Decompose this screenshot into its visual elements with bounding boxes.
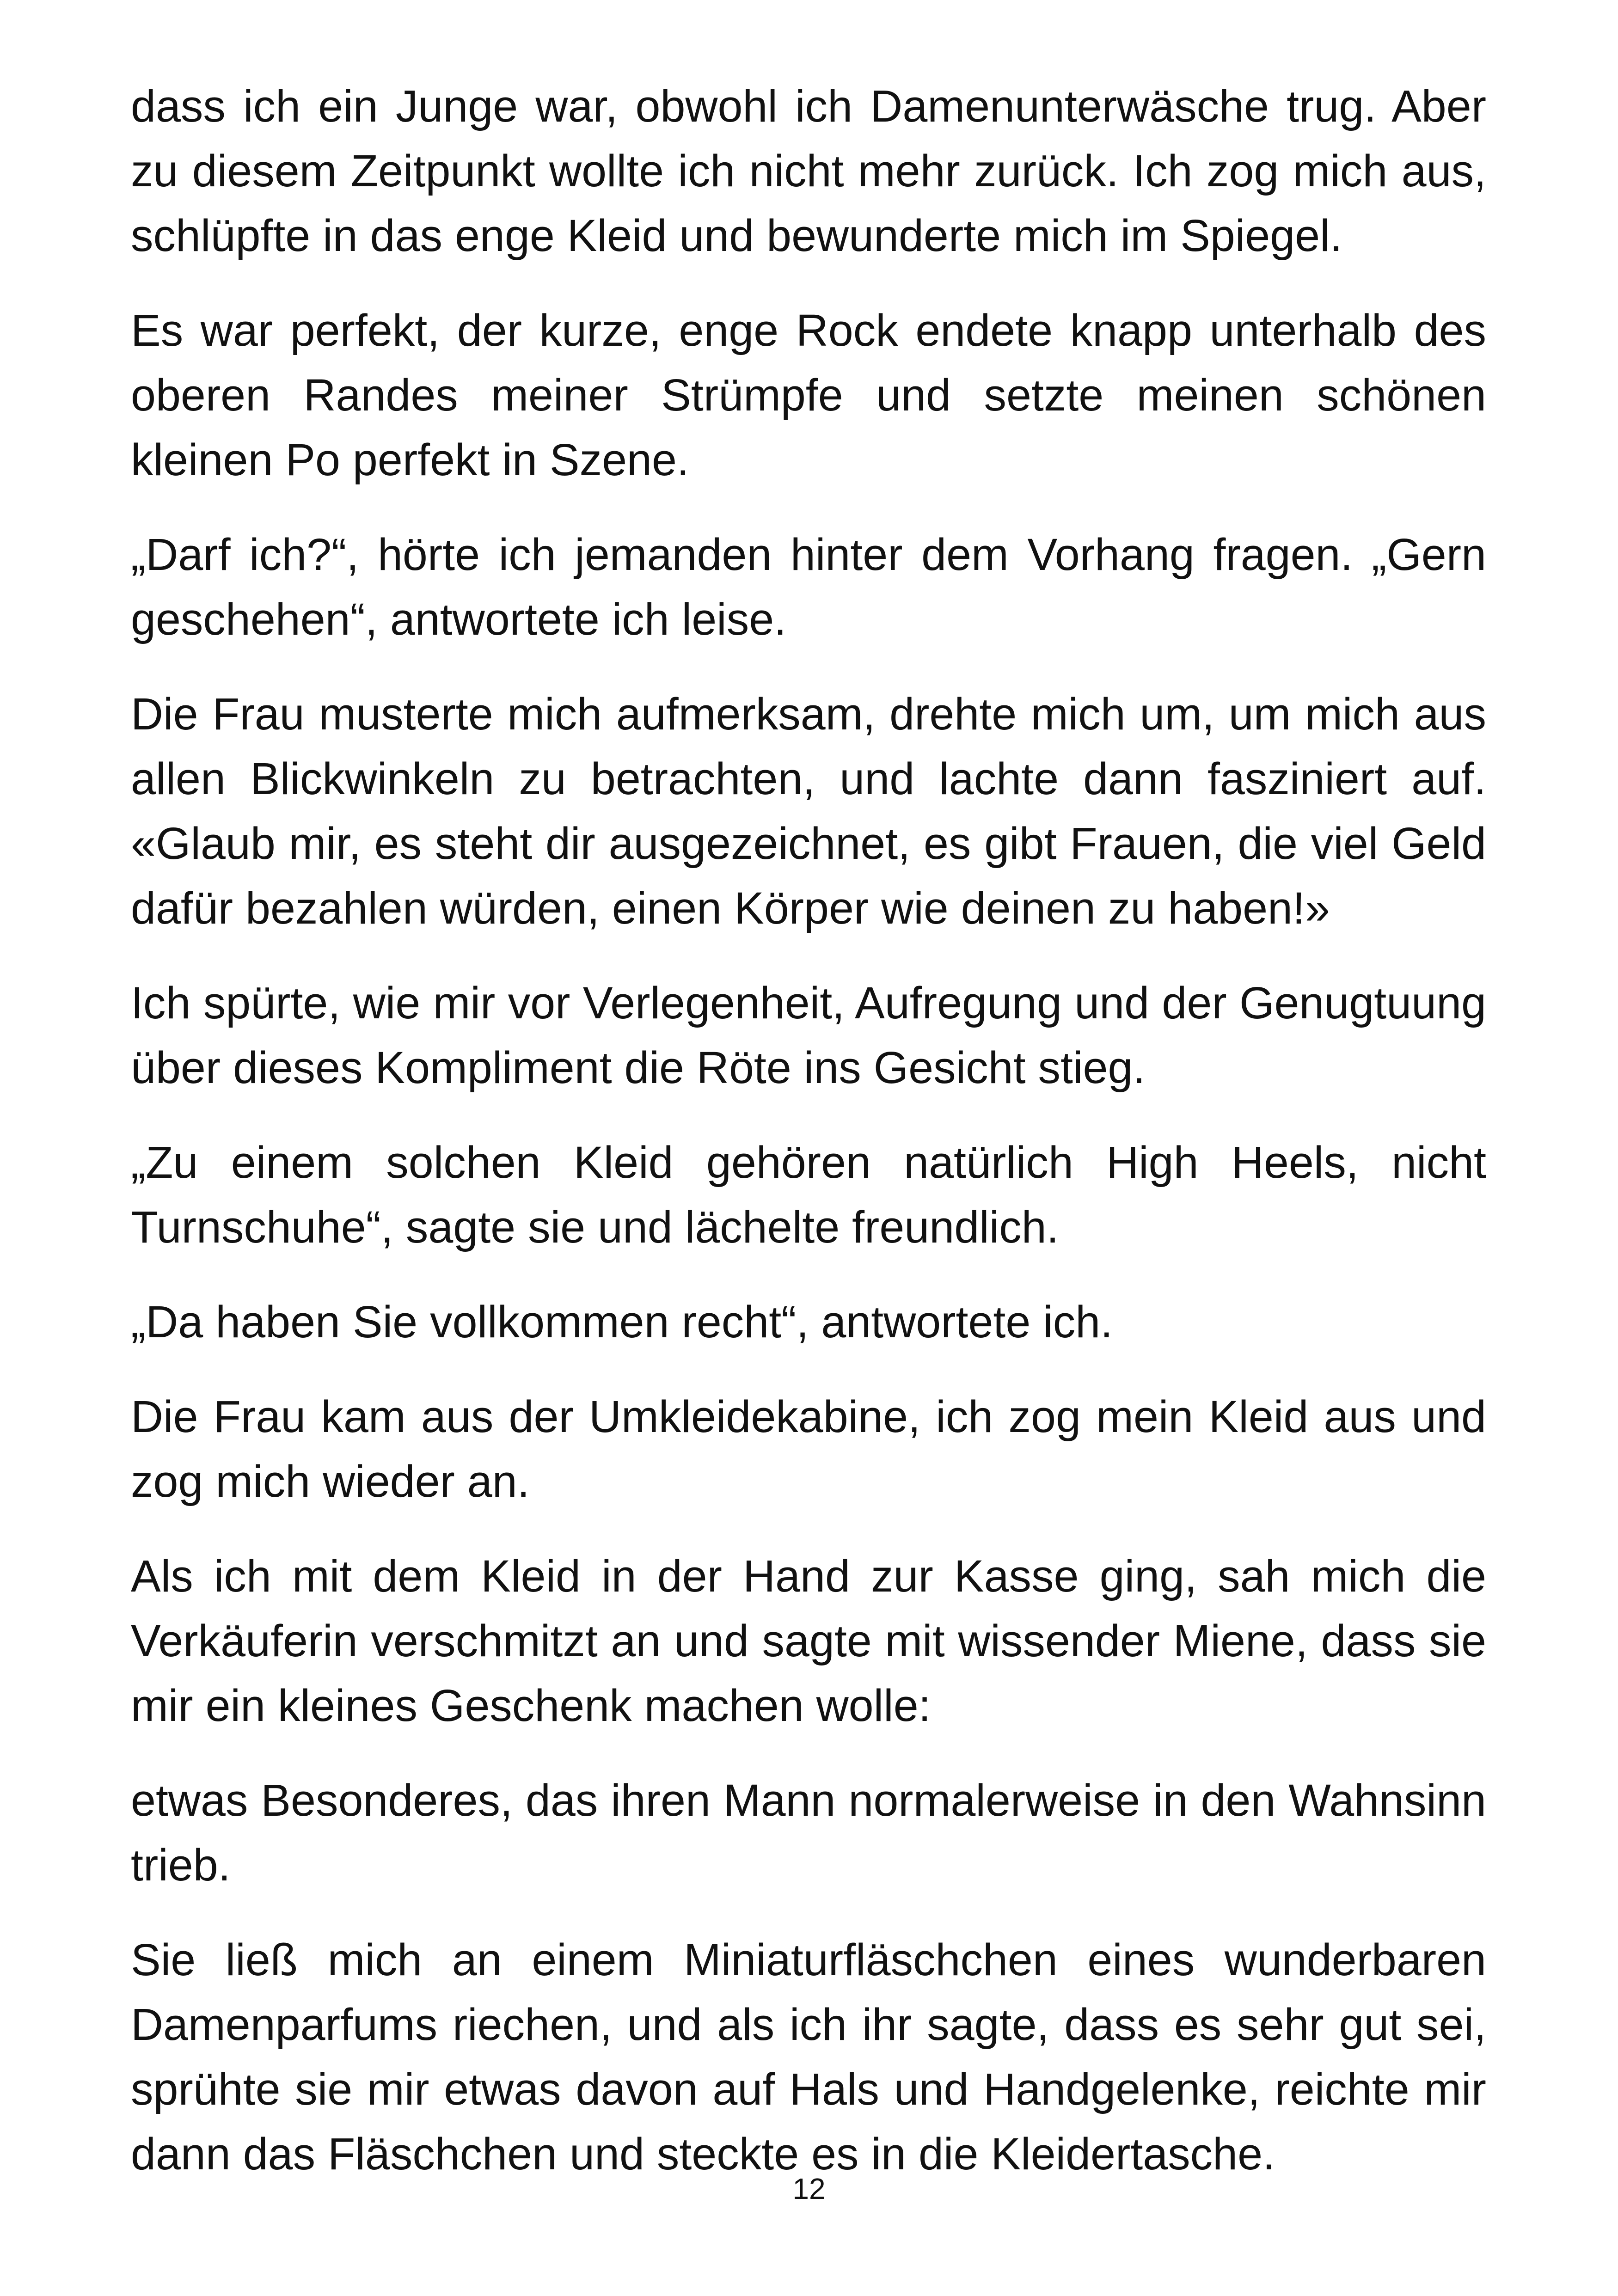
paragraph: Es war perfekt, der kurze, enge Rock endete knapp unterhalb des oberen Randes meiner Strümpfe und setzte meinen schönen kleinen Po perfekt in Szene. <box>131 305 1486 485</box>
paragraph: Die Frau musterte mich aufmerksam, drehte mich um, um mich aus allen Blickwinkeln zu betrachten, und lachte dann fasziniert auf. «Glaub mir, es steht dir ausgezeichnet, es gibt Frauen, die viel Geld dafür bezahlen würden, einen Körper wie deinen zu haben!» <box>131 689 1486 933</box>
page-number: 12 <box>792 2172 826 2205</box>
paragraph: „Darf ich?“, hörte ich jemanden hinter dem Vorhang fragen. „Gern geschehen“, antwortete ich leise. <box>131 529 1486 644</box>
paragraph: etwas Besonderes, das ihren Mann normalerweise in den Wahnsinn trieb. <box>131 1775 1486 1890</box>
paragraph: Als ich mit dem Kleid in der Hand zur Kasse ging, sah mich die Verkäuferin verschmitzt an und sagte mit wissender Miene, dass sie mir ein kleines Geschenk machen wolle: <box>131 1551 1486 1731</box>
paragraph: „Da haben Sie vollkommen recht“, antwortete ich. <box>131 1297 1113 1347</box>
body-text <box>131 74 1486 2216</box>
paragraph: Sie ließ mich an einem Miniaturfläschchen eines wunderbaren Damenparfums riechen, und als ich ihr sagte, dass es sehr gut sei, sprühte sie mir etwas davon auf Hals und Handgelenke, reichte mir dann das Fläschchen und steckte es in die Kleidertasche. <box>131 1935 1486 2179</box>
paragraph: Die Frau kam aus der Umkleidekabine, ich zog mein Kleid aus und zog mich wieder an. <box>131 1391 1486 1506</box>
paragraph: dass ich ein Junge war, obwohl ich Damenunterwäsche trug. Aber zu diesem Zeitpunkt wollte ich nicht mehr zurück. Ich zog mich aus, schlüpfte in das enge Kleid und bewunderte mich im Spiegel. <box>131 81 1486 261</box>
paragraph: Ich spürte, wie mir vor Verlegenheit, Aufregung und der Genugtuung über dieses Kompliment die Röte ins Gesicht stieg. <box>131 978 1486 1093</box>
paragraph: „Zu einem solchen Kleid gehören natürlich High Heels, nicht Turnschuhe“, sagte sie und lächelte freundlich. <box>131 1137 1486 1252</box>
